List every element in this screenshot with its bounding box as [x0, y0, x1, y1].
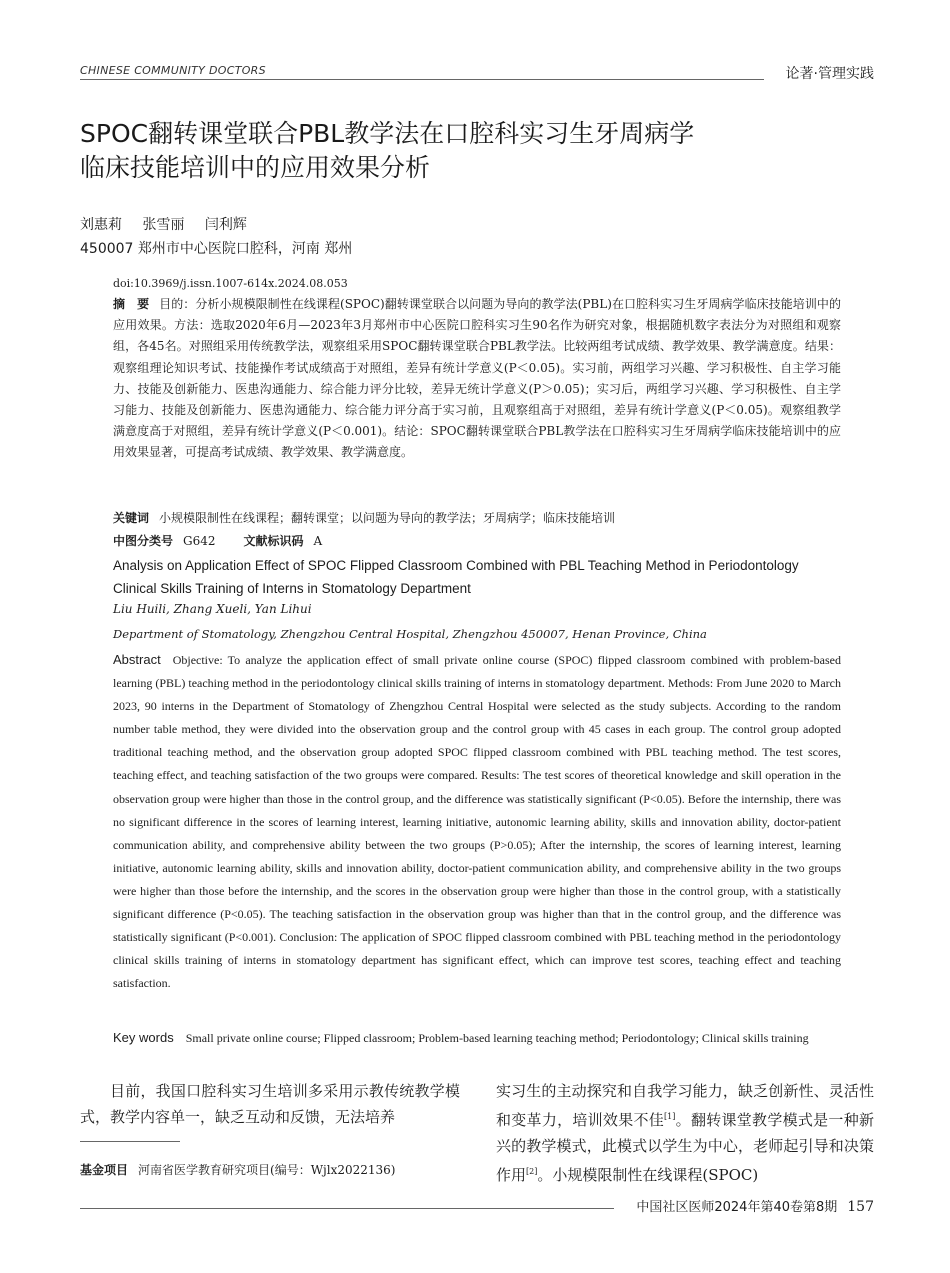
author-list [80, 214, 263, 234]
body-text: 实习生的主动探究和自我学习能力，缺乏创新性、灵活性和变革力，培训效果不佳 [496, 1082, 874, 1129]
english-authors: Liu Huili, Zhang Xueli, Yan Lihui [113, 602, 312, 616]
body-left-column: 目前，我国口腔科实习生培训多采用示教传统教学模式，教学内容单一，缺乏互动和反馈，无法培养 [80, 1082, 460, 1126]
funding-text: 河南省医学教育研究项目(编号：Wjlx2022136) [138, 1163, 396, 1177]
keywords-en-label: Key words [113, 1030, 174, 1045]
keywords-en-text: Small private online course; Flipped classroom; Problem-based learning teaching method; Periodontology; Clinical skills training [185, 1031, 809, 1045]
doc-code-value: A [313, 534, 323, 548]
section-label: 论著·管理实践 [785, 66, 874, 82]
title-line-2: 临床技能培训中的应用效果分析 [80, 153, 431, 182]
abstract-zh-label: 摘 要 [113, 297, 150, 311]
keywords-zh [113, 509, 841, 526]
issue-info: 中国社区医师2024年第40卷第8期 [636, 1200, 838, 1215]
keywords-zh-text: 小规模限制性在线课程；翻转课堂；以问题为导向的教学法；牙周病学；临床技能培训 [159, 511, 616, 525]
abstract-en [113, 648, 841, 995]
english-title: Analysis on Application Effect of SPOC Flipped Classroom Combined with PBL Teaching Method in Periodontology Clinical Skills Training of Interns in Stomatology Department [113, 558, 799, 596]
footnote-divider [80, 1141, 180, 1142]
clc-value: G642 [183, 534, 216, 548]
funding-label: 基金项目 [80, 1163, 129, 1177]
abstract-zh-text: 目的：分析小规模限制性在线课程(SPOC)翻转课堂联合以问题为导向的教学法(PBL)在口腔科实习生牙周病学临床技能培训中的应用效果。方法：选取2020年6月—2023年3月郑州市中心医院口腔科实习生90名作为研究对象，根据随机数字表法分为对照组和观察组，各45名。对照组采用传统教学法，观察组采用SPOC翻转课堂联合PBL教学法。比较两组考试成绩、教学效果、教学满意度。结果：观察组理论知识考试、技能操作考试成绩高于对照组，差异有统计学意义(P＜0.05)。实习前，两组学习兴趣、学习积极性、自主学习能力、技能及创新能力、医患沟通能力、综合能力评分比较，差异无统计学意义(P＞0.05)；实习后，两组学习兴趣、学习积极性、自主学习能力、技能及创新能力、医患沟通能力、综合能力评分高于实习前，且观察组高于对照组，差异有统计学意义(P＜0.05)。观察组教学满意度高于对照组，差异有统计学意义(P＜0.001)。结论：SPOC翻转课堂联合PBL教学法在口腔科实习生牙周病学临床技能培训中的应用效果显著，可提高考试成绩、教学效果、教学满意度。 [113, 297, 841, 460]
classification [113, 532, 841, 549]
doi: doi:10.3969/j.issn.1007-614x.2024.08.053 [113, 277, 348, 290]
title-line-1: SPOC翻转课堂联合PBL教学法在口腔科实习生牙周病学 [80, 119, 695, 148]
keywords-zh-label: 关键词 [113, 511, 150, 525]
author: 闫利辉 [204, 217, 247, 233]
citation-ref[interactable]: [2] [526, 1167, 538, 1176]
page-number: 157 [847, 1199, 874, 1215]
page-footer [636, 1196, 874, 1215]
abstract-en-label: Abstract [113, 652, 161, 667]
journal-name: CHINESE COMMUNITY DOCTORS [80, 64, 266, 77]
paper-title [80, 117, 870, 185]
body-right-column [496, 1078, 874, 1188]
author: 张雪丽 [142, 217, 185, 233]
english-affiliation: Department of Stomatology, Zhengzhou Central Hospital, Zhengzhou 450007, Henan Province, China [113, 627, 707, 641]
header-divider [80, 79, 764, 80]
body-text: 。翻转课堂教学模式是一种新兴的教学模式，此模式以学生为中心，老师起引导和决策作用 [496, 1111, 874, 1184]
citation-ref[interactable]: [1] [664, 1112, 676, 1121]
author: 刘惠莉 [80, 217, 122, 233]
footer-divider [80, 1208, 614, 1209]
abstract-en-text: Objective: To analyze the application effect of small private online course (SPOC) flipped classroom combined with problem-based learning (PBL) teaching method in the periodontology clinical skills training of interns in stomatology department. Methods: From June 2020 to March 2023, 90 interns in the Department of Stomatology of Zhengzhou Central Hospital were selected as the study subjects. According to the random number table method, they were divided into the observation group and the control group with 45 cases in each group. The control group adopted traditional teaching method, and the observation group adopted SPOC flipped classroom combined with PBL teaching method. The test scores, teaching effect, and teaching satisfaction of the two groups were compared. Results: The test scores of theoretical knowledge and skill operation in the observation group were higher than those in the control group, and the difference was statistically significant (P<0.05). Before the internship, there was no significant difference in the scores of learning interest, learning initiative, autonomic learning ability, skills and innovation ability, doctor-patient communication ability, and comprehensive ability between the two groups (P>0.05); After the internship, the scores of learning interest, learning initiative, autonomic learning ability, skills and innovation ability, doctor-patient communication ability, and comprehensive ability in the two groups were higher than those before the internship, and the scores in the observation group were higher than those in the control group, with a statistically significant difference (P<0.05). The teaching satisfaction in the observation group was higher than that in the control group, and the difference was statistically significant (P<0.001). Conclusion: The application of SPOC flipped classroom combined with PBL teaching method in the periodontology clinical skills training of interns in stomatology department has significant effect, which can improve test scores, teaching effect and teaching satisfaction. [113, 653, 841, 991]
clc-label: 中图分类号 [113, 534, 174, 548]
abstract-zh [113, 294, 841, 464]
body-text: 。小规模限制性在线课程(SPOC) [537, 1166, 759, 1184]
funding-note [80, 1161, 395, 1178]
affiliation: 450007 郑州市中心医院口腔科，河南 郑州 [80, 241, 353, 257]
doc-code-label: 文献标识码 [243, 534, 304, 548]
keywords-en [113, 1026, 841, 1050]
